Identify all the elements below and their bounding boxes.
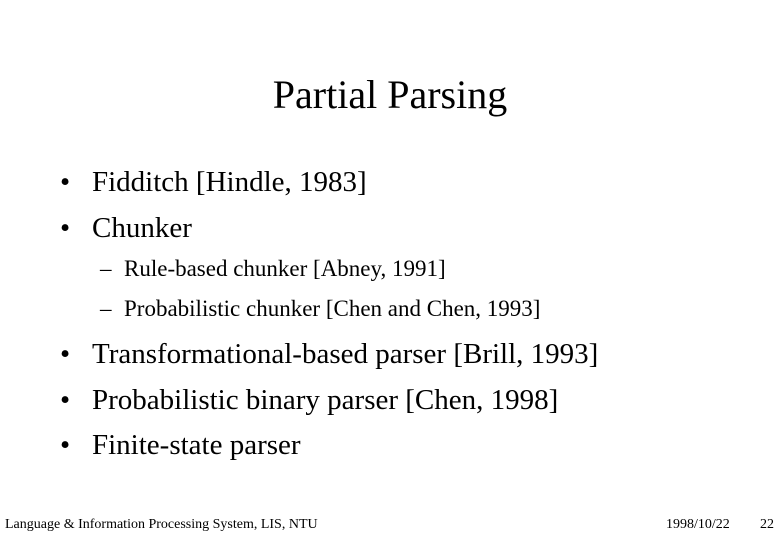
bullet-dot: • — [60, 338, 71, 370]
bullet-item — [60, 427, 301, 463]
bullet-text: Fidditch [Hindle, 1983] — [92, 166, 367, 198]
bullet-dot: • — [60, 212, 71, 244]
sub-bullet-dash: – — [100, 296, 112, 321]
sub-bullet-text: Rule-based chunker [Abney, 1991] — [124, 256, 446, 281]
bullet-dot: • — [60, 166, 71, 198]
footer-organization: Language & Information Processing System, LIS, NTU — [5, 517, 318, 532]
bullet-item — [60, 164, 367, 200]
footer-page-number: 22 — [760, 517, 774, 532]
bullet-text: Chunker — [92, 212, 192, 244]
sub-bullet-item — [100, 254, 446, 284]
bullet-dot: • — [60, 384, 71, 416]
bullet-text: Finite-state parser — [92, 429, 301, 461]
sub-bullet-item — [100, 294, 540, 324]
bullet-item — [60, 382, 558, 418]
bullet-dot: • — [60, 429, 71, 461]
sub-bullet-dash: – — [100, 256, 112, 281]
bullet-text: Transformational-based parser [Brill, 1993] — [92, 338, 599, 370]
footer-date: 1998/10/22 — [666, 517, 730, 532]
bullet-item — [60, 210, 192, 246]
bullet-item — [60, 336, 598, 372]
slide-title: Partial Parsing — [272, 72, 508, 117]
sub-bullet-text: Probabilistic chunker [Chen and Chen, 1993] — [124, 296, 541, 321]
bullet-text: Probabilistic binary parser [Chen, 1998] — [92, 384, 559, 416]
